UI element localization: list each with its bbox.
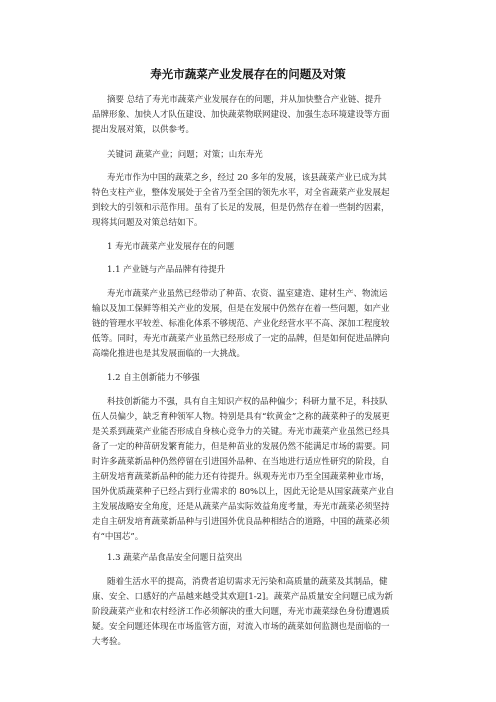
section-1-3-heading: 1.3 蔬菜产品食品安全问题日益突出 (107, 553, 243, 563)
section-1-heading: 1 寿光市蔬菜产业发展存在的问题 (107, 242, 235, 252)
document-title: 寿光市蔬菜产业发展存在的问题及对策 (150, 67, 346, 81)
section-1-2-paragraph (92, 395, 404, 545)
text-line: 时许多蔬菜新品种仍然停留在引进国外品种、在当地进行适应性研究的阶段，自 (92, 457, 390, 467)
text-line: 随着生活水平的提高，消费者追切需求无污染和高质量的蔬菜及其制品，健 (107, 577, 388, 587)
keywords-line: 关键词 蔬菜产业；问题；对策；山东寿光 (107, 150, 263, 160)
text-line: 高端化推进也是其发展面临的一大挑战。 (92, 349, 246, 359)
section-1-1-heading: 1.1 产业链与产品品牌有待提升 (107, 265, 226, 275)
text-line: 大考验。 (92, 637, 127, 647)
text-line: 备了一定的种苗研发繁育能力，但是种苗业的发展仍然不能满足市场的需要。同 (92, 442, 390, 452)
text-line: 低等。同时，寿光市蔬菜产业虽然已经形成了一定的品牌，但是如何促进品牌向 (92, 334, 390, 344)
text-line: 链的管理水平较差、标准化体系不够规范、产业化经营水平不高、深加工程度较 (92, 319, 390, 329)
text-line: 寿光市蔬菜产业虽然已经带动了种苗、农资、温室建造、建材生产、物流运 (107, 289, 388, 299)
text-line: 是关系到蔬菜产业能否形成自身核心竞争力的关键。寿光市蔬菜产业虽然已经具 (92, 427, 390, 437)
text-line: 品牌形象、加快人才队伍建设、加快蔬菜物联网建设、加强生态环境建设等方面 (92, 110, 390, 120)
text-line: 主发展战略安全角度，还是从蔬菜产品实际效益角度考量，寿光市蔬菜必须坚持 (92, 502, 390, 512)
text-line: 输以及加工保鲜等相关产业的发展，但是在发展中仍然存在着一些问题，如产业 (92, 304, 390, 314)
text-line: 走自主研发培育蔬菜新品种与引进国外优良品种相结合的道路，中国的蔬菜必须 (92, 517, 390, 527)
text-line: 伍人员偏少，缺乏育种领军人物。特别是具有“软黄金”之称的蔬菜种子的发展更 (92, 412, 390, 422)
text-line: 主研发培育蔬菜新品种的能力还有待提升。纵观寿光市乃至全国蔬菜种业市场， (92, 472, 390, 482)
text-line: 有“中国芯”。 (92, 532, 144, 542)
text-line: 科技创新能力不强，具有自主知识产权的品种偏少；科研力量不足，科技队 (107, 397, 388, 407)
intro-paragraph (92, 171, 404, 231)
section-1-2-heading: 1.2 自主创新能力不够强 (107, 373, 200, 383)
text-line: 疑。安全问题还体现在市场监管方面，对流入市场的蔬菜如何监测也是面临的一 (92, 622, 390, 632)
text-line: 摘要 总结了寿光市蔬菜产业发展存在的问题，并从加快整合产业链、提升 (107, 95, 382, 105)
text-line: 特色支柱产业，整体发展处于全省乃至全国的领先水平，对全省蔬菜产业发展起 (92, 188, 390, 198)
text-line: 现将其问题及对策总结如下。 (92, 218, 203, 228)
text-line: 康、安全、口感好的产品越来越受其欢迎[1-2]。蔬菜产品质量安全问题已成为新 (92, 592, 393, 602)
text-line: 提出发展对策，以供参考。 (92, 125, 195, 135)
text-line: 阶段蔬菜产业和农村经济工作必须解决的重大问题，寿光市蔬菜绿色身份遭遇质 (92, 607, 390, 617)
abstract-paragraph (92, 93, 404, 138)
section-1-3-paragraph (92, 575, 404, 650)
text-line: 到较大的引领和示范作用。虽有了长足的发展，但是仍然存在着一些制约因素， (92, 203, 390, 213)
text-line: 国外优质蔬菜种子已经占到行业需求的 80%以上，因此无论是从国家蔬菜产业自 (92, 487, 395, 497)
section-1-1-paragraph (92, 287, 404, 362)
text-line: 寿光市作为中国的蔬菜之乡，经过 20 多年的发展，该县蔬菜产业已成为其 (107, 173, 387, 183)
